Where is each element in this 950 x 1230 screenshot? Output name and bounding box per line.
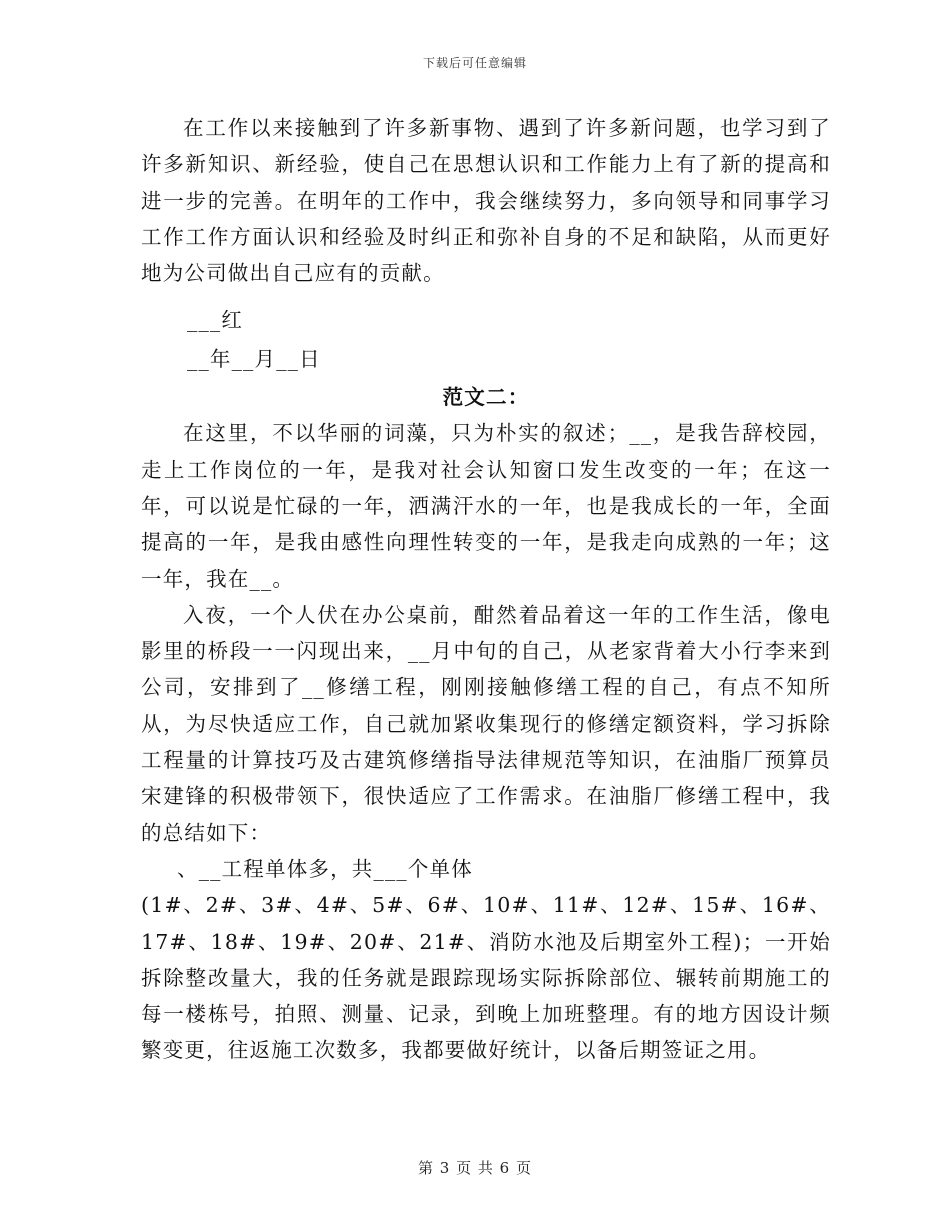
paragraph-unit-details: (1#、2#、3#、4#、5#、6#、10#、11#、12#、15#、16#、17#、18#、19#、20#、21#、消防水池及后期室外工程)；一开始拆除整改量大，我的任务就是跟踪现场实际拆除部位、辗转前期施工的每一楼栋号，拍照、测量、记录，到晚上加班整理。有的地方因设计频繁变更，往返施工次数多，我都要做好统计，以备后期签证之用。 xyxy=(141,893,831,1063)
document-body xyxy=(141,110,831,1069)
paragraph-intro: 在这里，不以华丽的词藻，只为朴实的叙述；__，是我告辞校园，走上工作岗位的一年，是我对社会认知窗口发生改变的一年；在这一年，可以说是忙碌的一年，洒满汗水的一年，也是我成长的一年，全面提高的一年，是我由感性向理性转变的一年，是我走向成熟的一年；这一年，我在__。 xyxy=(141,421,831,591)
section-title: 范文二： xyxy=(442,385,530,410)
paragraph-work-summary: 在工作以来接触到了许多新事物、遇到了许多新问题，也学习到了许多新知识、新经验，使自己在思想认识和工作能力上有了新的提高和进一步的完善。在明年的工作中，我会继续努力，多向领导和同事学习工作工作方面认识和经验及时纠正和弥补自身的不足和缺陷，从而更好地为公司做出自己应有的贡献。 xyxy=(141,116,831,286)
signature-line: ___红 xyxy=(187,308,244,333)
paragraph-night-reflection: 入夜，一个人伏在办公桌前，酣然着品着这一年的工作生活，像电影里的桥段一一闪现出来，__月中旬的自己，从老家背着大小行李来到公司，安排到了__修缮工程，刚刚接触修缮工程的自己，有点不知所从，为尽快适应工作，自己就加紧收集现行的修缮定额资料，学习拆除工程量的计算技巧及古建筑修缮指导法律规范等知识，在油脂厂预算员宋建锋的积极带领下，很快适应了工作需求。在油脂厂修缮工程中，我的总结如下： xyxy=(141,602,831,845)
page-number-footer: 第 3 页 共 6 页 xyxy=(418,1159,532,1177)
list-item-project-units: 、__工程单体多，共___个单体 xyxy=(177,856,473,881)
date-line: __年__月__日 xyxy=(187,346,321,371)
page-header-note: 下载后可任意编辑 xyxy=(422,56,527,70)
